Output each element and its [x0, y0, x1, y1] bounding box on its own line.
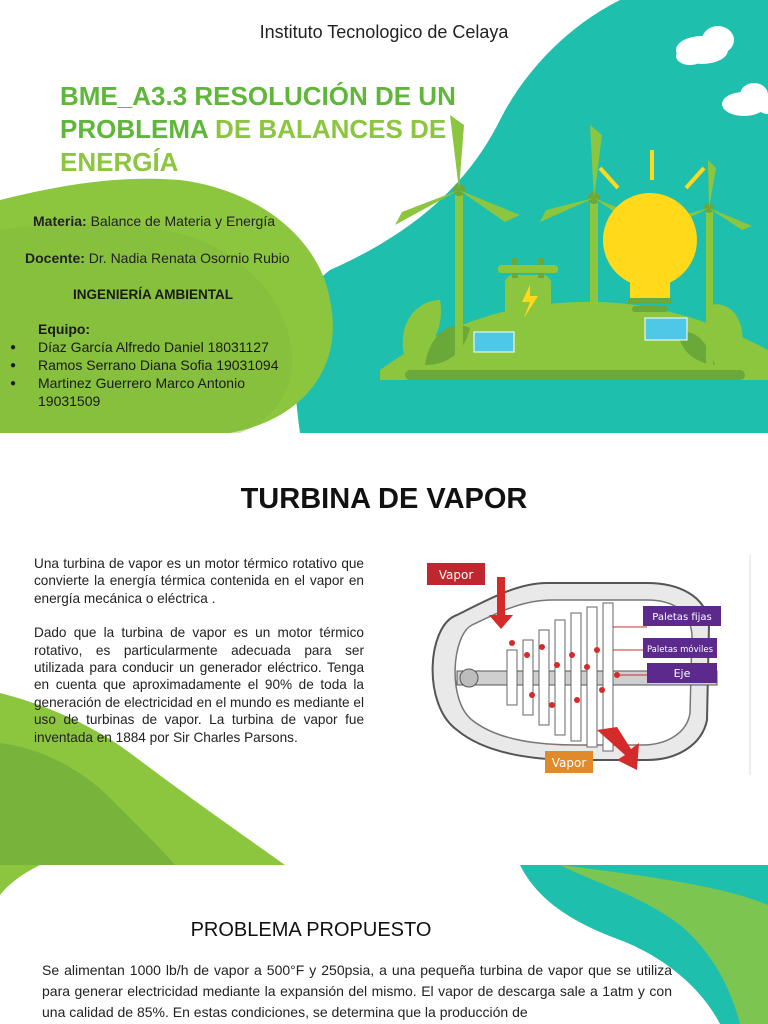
team-member: ● Martinez Guerrero Marco Antonio 19031509 — [10, 374, 278, 410]
label-vapor-in: Vapor — [438, 568, 474, 582]
turbina-slide — [0, 433, 768, 865]
materia-label: Materia: — [33, 213, 87, 229]
label-paletas-fijas: Paletas fijas — [652, 612, 712, 623]
team-list — [10, 338, 310, 410]
materia-line — [33, 213, 275, 229]
carrera-label: INGENIERÍA AMBIENTAL — [73, 287, 233, 302]
team-member: ● Ramos Serrano Diana Sofia 19031094 — [10, 356, 310, 374]
materia-value: Balance de Materia y Energía — [90, 213, 276, 229]
problema-slide — [0, 865, 768, 1024]
label-vapor-out: Vapor — [551, 756, 587, 770]
team-member: ● Díaz García Alfredo Daniel 18031127 — [10, 338, 310, 356]
turbine-diagram — [417, 555, 751, 775]
title-part-1: BME_A3.3 RESOLUCIÓN DE UN PROBLEMA — [60, 81, 456, 144]
institute-name: Instituto Tecnologico de Celaya — [259, 22, 509, 42]
label-paletas-moviles: Paletas móviles — [646, 645, 714, 655]
cover-slide — [0, 0, 768, 433]
problema-title: PROBLEMA PROPUESTO — [190, 919, 432, 941]
paragraph: Una turbina de vapor es un motor térmico rotativo que convierte la energía térmica contenida en el vapor en energía mecánica o eléctrica . — [34, 556, 364, 606]
paragraph: Dado que la turbina de vapor es un motor térmico rotativo, es particularmente adecuada para ser utilizada para conducir un generador eléctrico. Tenga en cuenta que aproximadamente el 90% de toda la generación de electricidad en el mundo es mediante el uso de turbinas de vapor. La turbina de vapor fue inventada en 1884 por Sir Charles Parsons. — [34, 625, 364, 745]
title-part-2: DE BALANCES DE ENERGÍA — [60, 114, 447, 177]
docente-label: Docente: — [25, 250, 85, 266]
docente-line — [25, 250, 290, 266]
label-eje: Eje — [673, 667, 691, 680]
docente-value: Dr. Nadia Renata Osornio Rubio — [88, 250, 290, 266]
document-title — [60, 80, 480, 179]
turbina-description — [34, 555, 364, 763]
turbina-title: TURBINA DE VAPOR — [240, 483, 528, 515]
team-block — [10, 320, 310, 410]
equipo-label: Equipo: — [38, 321, 91, 337]
problema-text: Se alimentan 1000 lb/h de vapor a 500°F y 250psia, a una pequeña turbina de vapor que se utiliza para generar electricidad mediante la expansión del mismo. El vapor de descarga sale a 1atm y con una calidad de 85%. En estas condiciones, se determina que la producción de — [42, 962, 672, 1020]
